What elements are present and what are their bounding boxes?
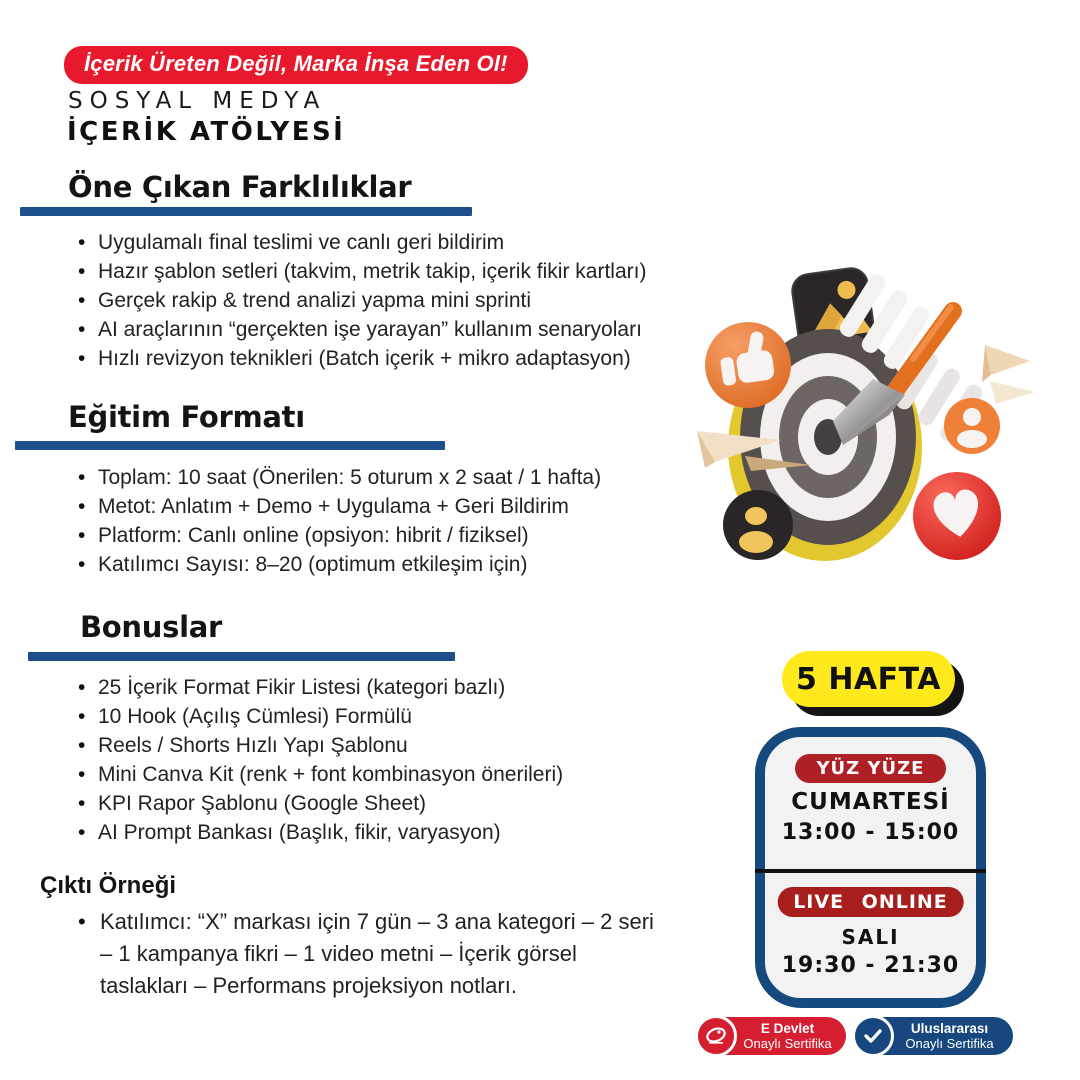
section-title-bonuses: Bonuslar — [80, 610, 222, 644]
section-underline — [20, 207, 472, 216]
thumbs-up-icon — [705, 322, 791, 408]
certificate-badge-edevlet — [698, 1017, 846, 1055]
schedule-box — [755, 727, 986, 1008]
list-item: • Reels / Shorts Hızlı Yapı Şablonu — [74, 731, 714, 760]
list-item: • KPI Rapor Şablonu (Google Sheet) — [74, 789, 714, 818]
target-dart-illustration — [685, 253, 1035, 598]
section-underline — [28, 652, 455, 661]
brand-kicker: SOSYAL MEDYA — [68, 88, 327, 114]
list-item: • Toplam: 10 saat (Önerilen: 5 oturum x 2 saat / 1 hafta) — [74, 463, 714, 492]
session-day: SALI — [841, 925, 900, 949]
list-item: • AI Prompt Bankası (Başlık, fikir, varyasyon) — [74, 818, 714, 847]
session-mode-badge: LIVE ONLINE — [777, 887, 964, 917]
list-item: • Hızlı revizyon teknikleri (Batch içerik + mikro adaptasyon) — [74, 344, 714, 373]
certificate-line2: Onaylı Sertifika — [743, 1036, 832, 1051]
paper-plane-icon — [982, 345, 1035, 404]
section-title-differences: Öne Çıkan Farklılıklar — [68, 170, 412, 204]
certificate-badge-international — [855, 1017, 1013, 1055]
differences-list — [74, 228, 714, 373]
list-item: • Gerçek rakip & trend analizi yapma mini sprinti — [74, 286, 714, 315]
list-item: • Metot: Anlatım + Demo + Uygulama + Geri Bildirim — [74, 492, 714, 521]
user-icon — [944, 398, 1000, 454]
session-day: CUMARTESİ — [791, 789, 950, 815]
list-item: • Hazır şablon setleri (takvim, metrik takip, içerik fikir kartları) — [74, 257, 714, 286]
list-item: • AI araçlarının “gerçekten işe yarayan” kullanım senaryoları — [74, 315, 714, 344]
heart-icon — [913, 472, 1001, 560]
check-icon — [852, 1015, 894, 1057]
output-example-text: • Katılımcı: “X” markası için 7 gün – 3 ana kategori – 2 seri – 1 kampanya fikri – 1 video metni – İçerik görsel taslakları – Performans projeksiyon notları. — [74, 906, 660, 1002]
schedule-divider — [755, 869, 986, 873]
session-time: 19:30 - 21:30 — [781, 953, 960, 978]
section-underline — [15, 441, 445, 450]
format-list — [74, 463, 714, 579]
edevlet-logo-icon — [695, 1015, 737, 1057]
user-icon — [723, 490, 793, 560]
session-time: 13:00 - 15:00 — [781, 820, 960, 845]
section-title-format: Eğitim Formatı — [68, 400, 305, 434]
list-item: • 10 Hook (Açılış Cümlesi) Formülü — [74, 702, 714, 731]
certificate-line2: Onaylı Sertifika — [905, 1036, 994, 1051]
certificate-line1: E Devlet — [760, 1021, 815, 1036]
duration-badge: 5 HAFTA — [782, 651, 955, 707]
bonuses-list — [74, 673, 714, 847]
brand-title: İÇERİK ATÖLYESİ — [67, 117, 346, 147]
list-item: • 25 İçerik Format Fikir Listesi (kategori bazlı) — [74, 673, 714, 702]
list-item: • Katılımcı Sayısı: 8–20 (optimum etkileşim için) — [74, 550, 714, 579]
list-item: • Platform: Canlı online (opsiyon: hibrit / fiziksel) — [74, 521, 714, 550]
certificate-line1: Uluslararası — [910, 1021, 989, 1036]
tagline-badge: İçerik Üreten Değil, Marka İnşa Eden Ol! — [64, 46, 528, 84]
list-item: • Uygulamalı final teslimi ve canlı geri bildirim — [74, 228, 714, 257]
session-mode-badge: YÜZ YÜZE — [795, 754, 947, 783]
list-item: • Mini Canva Kit (renk + font kombinasyon önerileri) — [74, 760, 714, 789]
output-example-title: Çıktı Örneği — [40, 872, 177, 899]
